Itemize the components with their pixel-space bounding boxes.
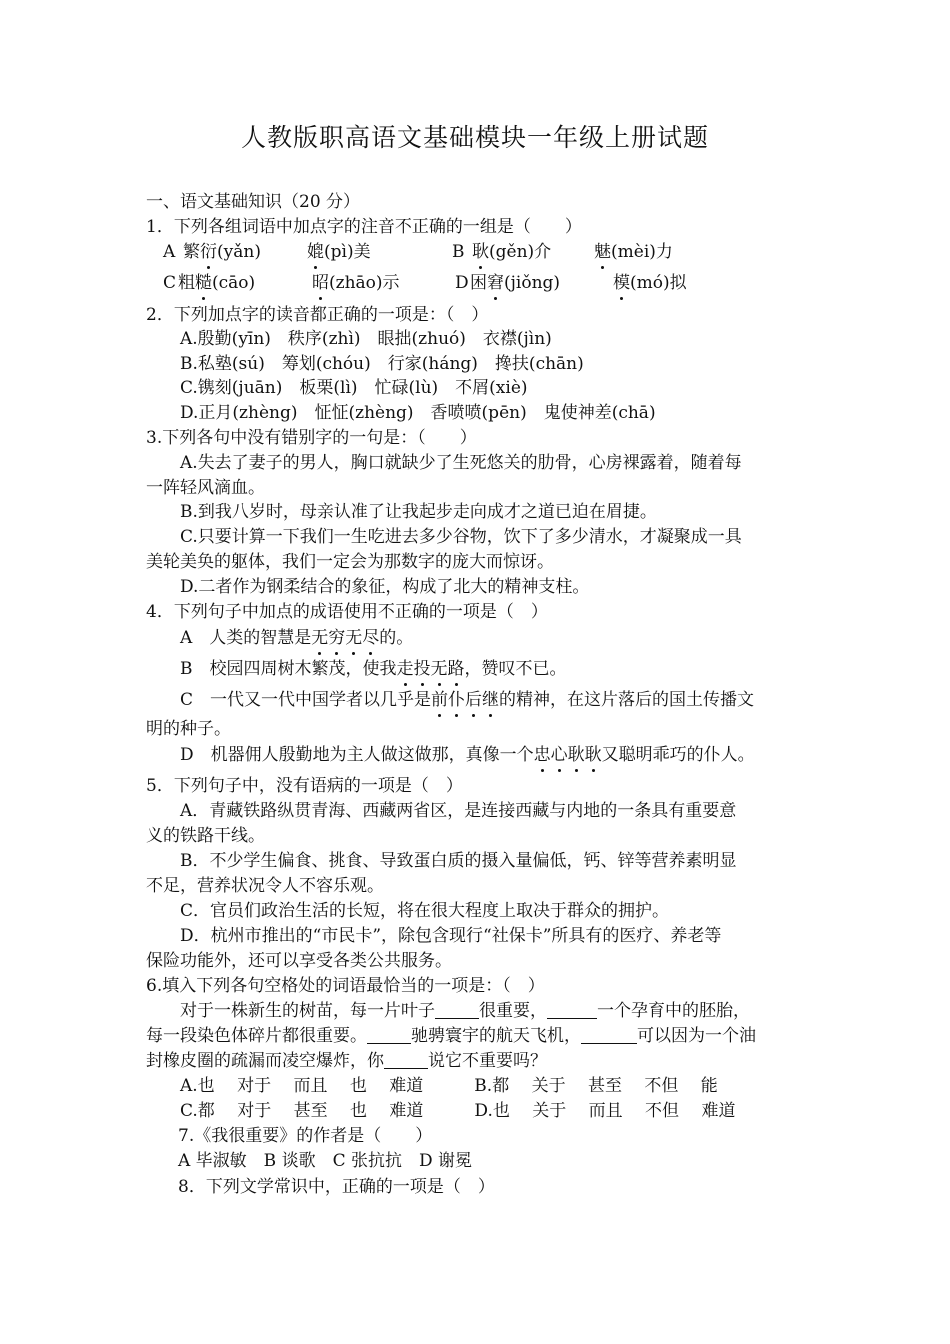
question-1-option-c-word-1: 粗糙(cāo) <box>178 273 256 293</box>
question-6-options-cd: C.都 对于 甚至 也 难道 D.也 关于 而且 不但 难道 <box>180 1101 736 1121</box>
question-6-options-ab: A.也 对于 而且 也 难道 B.都 关于 甚至 不但 能 <box>180 1076 718 1096</box>
question-1-option-a-word-2: 媲(pì)美 <box>307 242 371 262</box>
question-2-option-d: D.正月(zhèng) 怔怔(zhèng) 香喷喷(pēn) 鬼使神差(chā) <box>180 403 656 423</box>
question-4-option-b: B 校园四周树木繁茂，使我走投无路，赞叹不已。 <box>180 659 567 679</box>
question-5-option-b-line-2: 不足，营养状况令人不容乐观。 <box>146 876 384 896</box>
question-3-stem: 3.下列各句中没有错别字的一句是：（ ） <box>146 428 477 448</box>
question-4-option-c-line-1: C 一代又一代中国学者以几乎是前仆后继的精神，在这片落后的国土传播文 <box>180 690 755 710</box>
fill-blank-3 <box>367 1025 411 1044</box>
question-1-option-c-label: C <box>163 273 177 293</box>
question-4-option-a: A 人类的智慧是无穷无尽的。 <box>180 628 414 648</box>
question-7-options: A 毕淑敏 B 谈歌 C 张抗抗 D 谢冕 <box>178 1151 473 1171</box>
question-2-option-a: A.殷勤(yīn) 秩序(zhì) 眼拙(zhuó) 衣襟(jìn) <box>180 329 552 349</box>
question-1-option-b-word-1: 耿(gěn)介 <box>472 242 552 262</box>
question-1-option-b-label: B <box>452 242 465 262</box>
question-3-option-a-line-2: 一阵轻风滴血。 <box>146 478 265 498</box>
fill-blank-2 <box>547 1000 597 1019</box>
question-1-stem: 1．下列各组词语中加点字的注音不正确的一组是（ ） <box>146 217 582 237</box>
question-5-option-c: C．官员们政治生活的长短，将在很大程度上取决于群众的拥护。 <box>180 901 670 921</box>
question-2-option-b: B.私塾(sú) 筹划(chóu) 行家(háng) 搀扶(chān) <box>180 354 584 374</box>
question-5-option-b-line-1: B．不少学生偏食、挑食、导致蛋白质的摄入量偏低，钙、锌等营养素明显 <box>180 851 737 871</box>
question-1-option-a-label: A <box>163 242 176 262</box>
question-4-option-c-line-2: 明的种子。 <box>146 719 231 739</box>
question-4-stem: 4．下列句子中加点的成语使用不正确的一项是（ ） <box>146 602 548 622</box>
question-6-passage-line-3: 封橡皮圈的疏漏而凌空爆炸，你 说它不重要吗？ <box>146 1051 547 1071</box>
question-3-option-c-line-1: C.只要计算一下我们一生吃进去多少谷物，饮下了多少清水，才凝聚成一具 <box>180 527 742 547</box>
question-3-option-b: B.到我八岁时，母亲认准了让我起步走向成才之道已迫在眉捷。 <box>180 502 657 522</box>
question-8-stem: 8．下列文学常识中，正确的一项是（ ） <box>178 1177 495 1197</box>
question-1-option-a-word-1: 繁衍(yǎn) <box>183 242 261 262</box>
question-3-option-c-line-2: 美轮美奂的躯体，我们一定会为那数字的庞大而惊讶。 <box>146 552 554 572</box>
question-4-option-d: D 机器佣人殷勤地为主人做这做那，真像一个忠心耿耿又聪明乖巧的仆人。 <box>180 745 755 765</box>
question-7-stem: 7.《我很重要》的作者是（ ） <box>178 1126 433 1146</box>
question-1-option-d-label: D <box>455 273 469 293</box>
fill-blank-5 <box>384 1050 428 1069</box>
page-title: 人教版职高语文基础模块一年级上册试题 <box>240 123 709 152</box>
question-5-option-a-line-1: A．青藏铁路纵贯青海、西藏两省区，是连接西藏与内地的一条具有重要意 <box>180 801 737 821</box>
question-6-passage-line-1: 对于一株新生的树苗，每一片叶子 很重要， 一个孕育中的胚胎， <box>180 1001 750 1021</box>
question-5-stem: 5．下列句子中，没有语病的一项是（ ） <box>146 776 463 796</box>
question-5-option-d-line-1: D．杭州市推出的“市民卡”，除包含现行“社保卡”所具有的医疗、养老等 <box>180 926 722 946</box>
fill-blank-1 <box>435 1000 479 1019</box>
question-3-option-d: D.二者作为钢柔结合的象征，构成了北大的精神支柱。 <box>180 577 590 597</box>
question-1-option-b-word-2: 魅(mèi)力 <box>594 242 673 262</box>
question-6-stem: 6.填入下列各句空格处的词语最恰当的一项是：（ ） <box>146 976 545 996</box>
fill-blank-4 <box>581 1025 637 1044</box>
question-5-option-a-line-2: 义的铁路干线。 <box>146 826 265 846</box>
question-5-option-d-line-2: 保险功能外，还可以享受各类公共服务。 <box>146 951 452 971</box>
question-1-option-c-word-2: 昭(zhāo)示 <box>312 273 400 293</box>
section-heading: 一、语文基础知识（20 分） <box>146 192 361 212</box>
question-1-option-d-word-2: 模(mó)拟 <box>613 273 687 293</box>
question-2-option-c: C.镌刻(juān) 板栗(lì) 忙碌(lù) 不屑(xiè) <box>180 378 528 398</box>
question-1-option-d-word-1: 困窘(jiǒng) <box>470 273 561 293</box>
question-2-stem: 2．下列加点字的读音都正确的一项是：（ ） <box>146 305 489 325</box>
question-3-option-a-line-1: A.失去了妻子的男人，胸口就缺少了生死悠关的肋骨，心房裸露着，随着每 <box>180 453 742 473</box>
question-6-passage-line-2: 每一段染色体碎片都很重要。 驰骋寰宇的航天飞机， 可以因为一个油 <box>146 1026 756 1046</box>
